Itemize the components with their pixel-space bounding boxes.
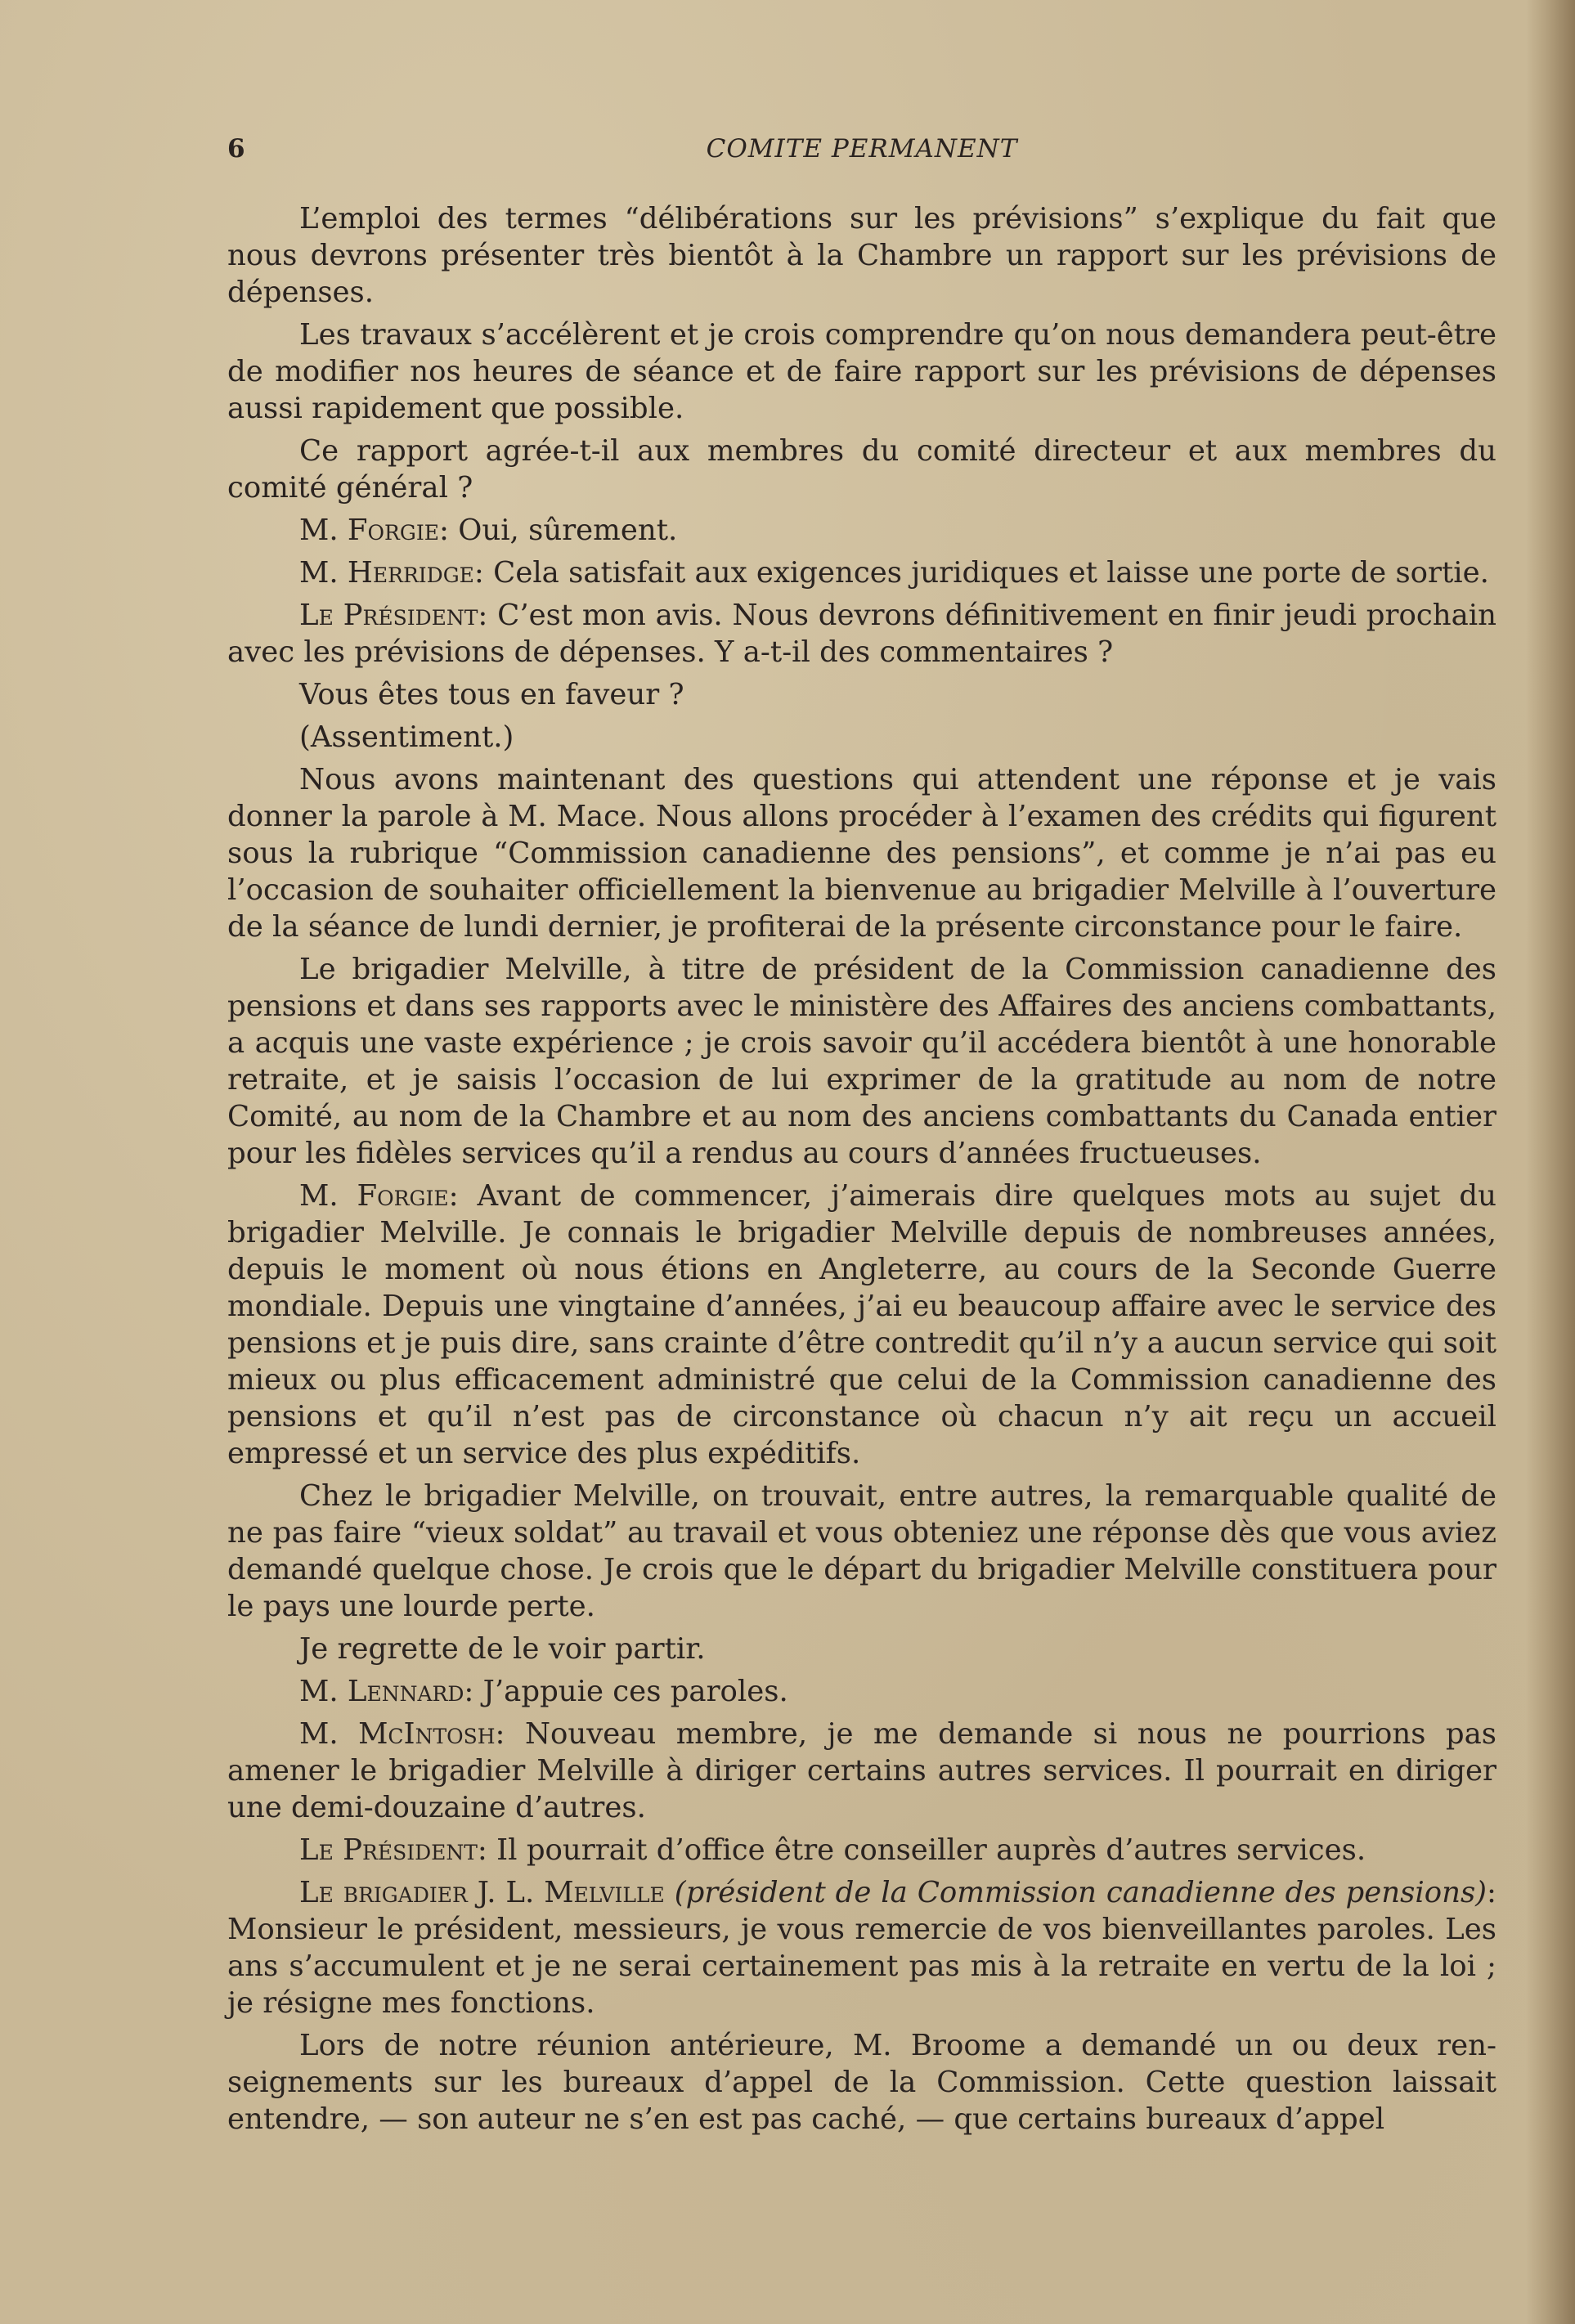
paragraph (227, 1874, 1496, 2021)
paragraph-text: Ce rapport agrée-t-il aux membres du comité directeur et aux membres du comité général ? (227, 434, 1496, 505)
speaker-name: Le Président: (299, 1833, 487, 1867)
paragraph (227, 597, 1496, 671)
paragraph-text: Je regrette de le voir partir. (299, 1632, 706, 1666)
paragraph (227, 1673, 1496, 1710)
body-text (227, 200, 1496, 2143)
paragraph-text: J’appuie ces paroles. (473, 1675, 788, 1708)
paragraph (227, 2027, 1496, 2138)
paragraph-text: Le brigadier Melville, à titre de président de la Commission canadienne des pensions et dans ses rapports avec le ministère des Affaires des anciens combattants, a acquis une vaste expérience ; je crois savoir qu’il accédera bientôt à une honorable retraite, et je saisis l’occasion de lui exprimer de la gratitude au nom de notre Comité, au nom de la Chambre et au nom des anciens combattants du Canada entier pour les fidèles services qu’il a rendus au cours d’années fructueuses. (227, 953, 1496, 1170)
paragraph-text: (Assentiment.) (299, 720, 514, 754)
paragraph (227, 316, 1496, 427)
speaker-name: Le Président: (299, 599, 488, 632)
paragraph (227, 1178, 1496, 1472)
paragraph (227, 512, 1496, 549)
paragraph-text: Vous êtes tous en faveur ? (299, 678, 684, 711)
paragraph-text: Nous avons maintenant des questions qui attendent une réponse et je vais donner la parole à M. Mace. Nous allons procéder à l’examen des crédits qui figurent sous la rubrique “Commission canadienne des pensions”, et comme je n’ai pas eu l’occasion de souhaiter officiellement la bienvenue au brigadier Melville à l’ouverture de la séance de lundi dernier, je profiterai de la présente circonstance pour le faire. (227, 763, 1496, 944)
paragraph (227, 761, 1496, 945)
speaker-name: M. Forgie: (299, 514, 449, 547)
page-number: 6 (227, 134, 245, 164)
paragraph (227, 1832, 1496, 1869)
speaker-name: M. Herridge: (299, 556, 484, 590)
paragraph (227, 1716, 1496, 1826)
speaker-role: (président de la Commission canadienne des pensions) (664, 1876, 1488, 1909)
paragraph (227, 951, 1496, 1172)
page-edge-shadow (1526, 0, 1575, 2324)
running-head (227, 134, 1496, 177)
paragraph (227, 676, 1496, 713)
paragraph-text: C’est mon avis. Nous devrons définitivement en finir jeudi prochain avec les prévisions de dépenses. Y a-t-il des commentaires ? (227, 599, 1496, 669)
paragraph-text: Oui, sûrement. (448, 514, 678, 547)
paragraph-text: : Monsieur le président, messieurs, je vous remercie de vos bienveillantes paroles. Les ans s’accumulent et je ne serai certainement pas mis à la retraite en vertu de la loi ; je résigne mes fonctions. (227, 1876, 1496, 2020)
paragraph (227, 719, 1496, 756)
paragraph-text: Cela satisfait aux exigences juridiques et laisse une porte de sortie. (483, 556, 1489, 590)
paragraph-text: L’emploi des termes “délibérations sur les prévisions” s’explique du fait que nous devrons présenter très bientôt à la Chambre un rapport sur les prévisions de dépenses. (227, 202, 1496, 309)
paragraph-text: Lors de notre réunion antérieure, M. Broome a demandé un ou deux renseignements sur les bureaux d’appel de la Commission. Cette question laissait entendre, — son auteur ne s’en est pas caché, — que certains bureaux d’appel (227, 2029, 1496, 2136)
speaker-name: Le brigadier J. L. Melville (299, 1876, 665, 1909)
paragraph (227, 1631, 1496, 1667)
paragraph-text: Chez le brigadier Melville, on trouvait, entre autres, la remarquable qualité de ne pas faire “vieux soldat” au travail et vous obteniez une réponse dès que vous aviez demandé quelque chose. Je crois que le départ du brigadier Melville constituera pour le pays une lourde perte. (227, 1479, 1496, 1623)
paragraph (227, 1478, 1496, 1625)
paragraph-text: Avant de commencer, j’aimerais dire quelques mots au sujet du brigadier Melville. Je connais le brigadier Melville depuis de nombreuses années, depuis le moment où nous étions en Angleterre, au cours de la Seconde Guerre mondiale. Depuis une vingtaine d’années, j’ai eu beaucoup affaire avec le service des pensions et je puis dire, sans crainte d’être contredit qu’il n’y a aucun service qui soit mieux ou plus efficacement administré que celui de la Commission canadienne des pensions et qu’il n’est pas de circonstance où chacun n’y ait reçu un accueil empressé et un service des plus expéditifs. (227, 1179, 1496, 1470)
paragraph (227, 200, 1496, 311)
paragraph-text: Nouveau membre, je me demande si nous ne pourrions pas amener le brigadier Melville à diriger certains autres services. Il pourrait en diriger une demi-douzaine d’autres. (227, 1717, 1497, 1824)
paragraph (227, 554, 1496, 591)
speaker-name: M. McIntosh: (299, 1717, 505, 1751)
speaker-name: M. Lennard: (299, 1675, 474, 1708)
paragraph (227, 433, 1496, 506)
paragraph-text: Les travaux s’accélèrent et je crois comprendre qu’on nous demandera peut-être de modifier nos heures de séance et de faire rapport sur les prévisions de dépenses aussi rapidement que possible. (227, 318, 1496, 425)
header-title: COMITE PERMANENT (706, 134, 1018, 164)
paragraph-text: Il pourrait d’office être conseiller auprès d’autres services. (487, 1833, 1366, 1867)
speaker-name: M. Forgie: (299, 1179, 459, 1213)
